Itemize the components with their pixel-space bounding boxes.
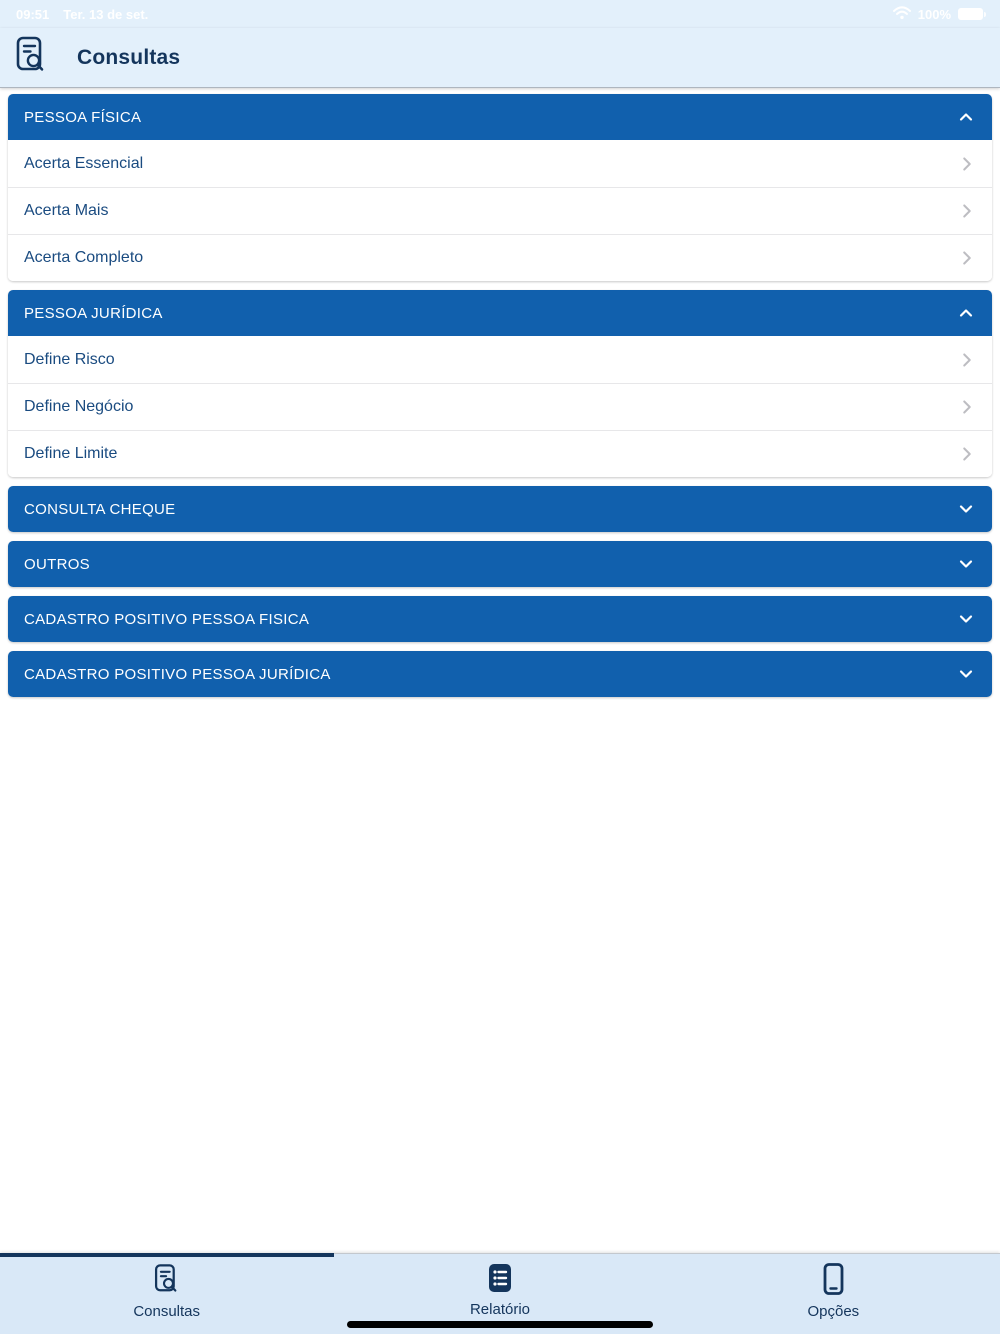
section-header-cadastro-positivo-pf[interactable] xyxy=(8,596,992,642)
chevron-right-icon xyxy=(956,153,978,175)
status-bar xyxy=(0,0,1000,28)
chevron-right-icon xyxy=(956,349,978,371)
tab-label: Relatório xyxy=(469,1301,530,1318)
row-label: Acerta Mais xyxy=(24,202,109,219)
chevron-up-icon xyxy=(956,107,976,127)
tab-opcoes[interactable] xyxy=(667,1254,1000,1334)
status-time: 09:51 xyxy=(16,6,50,22)
list-item-acerta-mais[interactable] xyxy=(8,187,992,234)
list-item-define-limite[interactable] xyxy=(8,430,992,477)
row-label: Acerta Completo xyxy=(24,249,144,266)
section-label: CADASTRO POSITIVO PESSOA JURÍDICA xyxy=(24,665,331,683)
wifi-icon xyxy=(893,6,911,23)
chevron-down-icon xyxy=(956,609,976,629)
chevron-down-icon xyxy=(956,664,976,684)
section-label: CONSULTA CHEQUE xyxy=(24,500,176,518)
empty-content-area xyxy=(8,706,992,1246)
report-list-icon xyxy=(487,1263,513,1298)
row-label: Acerta Essencial xyxy=(24,154,144,172)
tab-label: Opções xyxy=(807,1303,860,1320)
chevron-up-icon xyxy=(956,303,976,323)
section-outros xyxy=(8,541,992,587)
tab-consultas[interactable] xyxy=(0,1254,333,1334)
section-header-pessoa-fisica[interactable] xyxy=(8,94,992,140)
section-cadastro-positivo-pf xyxy=(8,596,992,642)
document-search-icon xyxy=(16,35,46,80)
status-date: Ter. 13 de set. xyxy=(63,6,149,22)
chevron-down-icon xyxy=(956,499,976,519)
section-cadastro-positivo-pj xyxy=(8,651,992,697)
section-pessoa-fisica xyxy=(8,94,992,281)
row-label: Define Risco xyxy=(24,350,115,368)
list-item-acerta-essencial[interactable] xyxy=(8,140,992,187)
chevron-right-icon xyxy=(956,247,978,269)
chevron-right-icon xyxy=(956,396,978,418)
section-label: PESSOA JURÍDICA xyxy=(24,304,163,322)
battery-percent: 100% xyxy=(917,6,951,22)
list-item-define-negocio[interactable] xyxy=(8,383,992,430)
tab-label: Consultas xyxy=(133,1303,201,1320)
consultas-accordion xyxy=(0,88,1000,1246)
section-label: OUTROS xyxy=(24,555,90,573)
page-title: Consultas xyxy=(77,45,181,69)
section-header-outros[interactable] xyxy=(8,541,992,587)
chevron-right-icon xyxy=(956,200,978,222)
section-header-cadastro-positivo-pj[interactable] xyxy=(8,651,992,697)
section-label: CADASTRO POSITIVO PESSOA FISICA xyxy=(24,610,310,628)
bottom-tab-bar xyxy=(0,1253,1000,1334)
active-tab-indicator xyxy=(0,1253,334,1257)
home-indicator[interactable] xyxy=(347,1321,653,1328)
section-header-pessoa-juridica[interactable] xyxy=(8,290,992,336)
section-consulta-cheque xyxy=(8,486,992,532)
section-pessoa-juridica xyxy=(8,290,992,477)
chevron-right-icon xyxy=(956,443,978,465)
list-item-acerta-completo[interactable] xyxy=(8,234,992,281)
row-label: Define Limite xyxy=(24,445,118,462)
app-header xyxy=(0,28,1000,88)
battery-icon xyxy=(958,8,986,20)
section-header-consulta-cheque[interactable] xyxy=(8,486,992,532)
chevron-down-icon xyxy=(956,554,976,574)
phone-icon xyxy=(823,1263,844,1300)
section-label: PESSOA FÍSICA xyxy=(24,108,142,126)
list-item-define-risco[interactable] xyxy=(8,336,992,383)
row-label: Define Negócio xyxy=(24,398,134,415)
document-search-icon xyxy=(154,1263,179,1300)
